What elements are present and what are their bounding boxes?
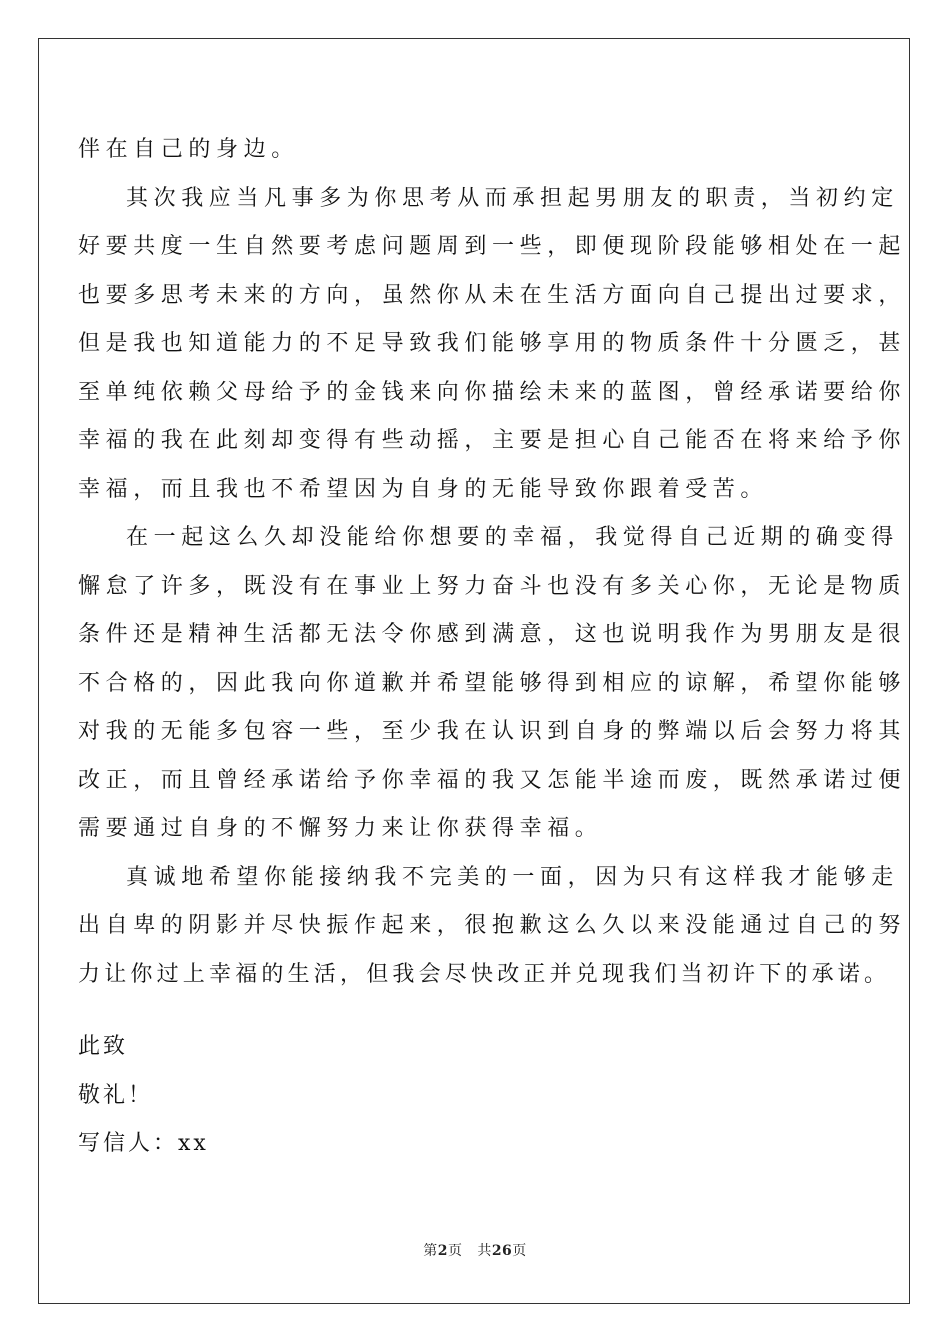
regards: 敬礼！	[78, 1082, 154, 1108]
body-line: 幸福，而且我也不希望因为自身的无能导致你跟着受苦。	[78, 476, 769, 502]
body-line: 好要共度一生自然要考虑问题周到一些，即便现阶段能够相处在一起	[78, 234, 907, 259]
total-suffix: 页	[512, 1243, 527, 1259]
body-line: 真诚地希望你能接纳我不完美的一面，因为只有这样我才能够走	[126, 864, 899, 890]
body-line: 幸福的我在此刻却变得有些动摇，主要是担心自己能否在将来给予你	[78, 428, 907, 453]
body-line: 力让你过上幸福的生活，但我会尽快改正并兑现我们当初许下的承诺。	[78, 961, 891, 987]
body-line: 至单纯依赖父母给予的金钱来向你描绘未来的蓝图，曾经承诺要给你	[78, 379, 907, 405]
letter-body	[78, 126, 907, 999]
letter-closing	[78, 1023, 678, 1169]
body-line: 懈怠了许多，既没有在事业上努力奋斗也没有多关心你，无论是物质	[78, 573, 907, 599]
body-line: 伴在自己的身边。	[78, 137, 299, 162]
body-line: 但是我也知道能力的不足导致我们能够享用的物质条件十分匮乏，甚	[78, 331, 907, 356]
body-line: 条件还是精神生活都无法令你感到满意，这也说明我作为男朋友是很	[78, 622, 907, 647]
body-line: 在一起这么久却没能给你想要的幸福，我觉得自己近期的确变得	[126, 525, 899, 550]
current-page-number: 2	[437, 1243, 448, 1259]
total-prefix: 共	[477, 1243, 492, 1259]
body-line: 其次我应当凡事多为你思考从而承担起男朋友的职责，当初约定	[126, 185, 899, 211]
body-line: 需要通过自身的不懈努力来让你获得幸福。	[78, 816, 603, 841]
page-prefix: 第	[423, 1243, 438, 1259]
page-suffix: 页	[447, 1243, 463, 1259]
body-line: 也要多思考未来的方向，虽然你从未在生活方面向自己提出过要求，	[78, 282, 907, 308]
salutation: 此致	[78, 1034, 129, 1059]
page-number-footer	[0, 1240, 950, 1260]
body-line: 不合格的，因此我向你道歉并希望能够得到相应的谅解，希望你能够	[78, 670, 907, 696]
total-pages-number: 26	[491, 1243, 513, 1259]
body-line: 出自卑的阴影并尽快振作起来，很抱歉这么久以来没能通过自己的努	[78, 913, 907, 938]
body-line: 对我的无能多包容一些，至少我在认识到自身的弊端以后会努力将其	[78, 719, 907, 744]
signature: 写信人：xx	[78, 1131, 209, 1156]
body-line: 改正，而且曾经承诺给予你幸福的我又怎能半途而废，既然承诺过便	[78, 767, 907, 793]
